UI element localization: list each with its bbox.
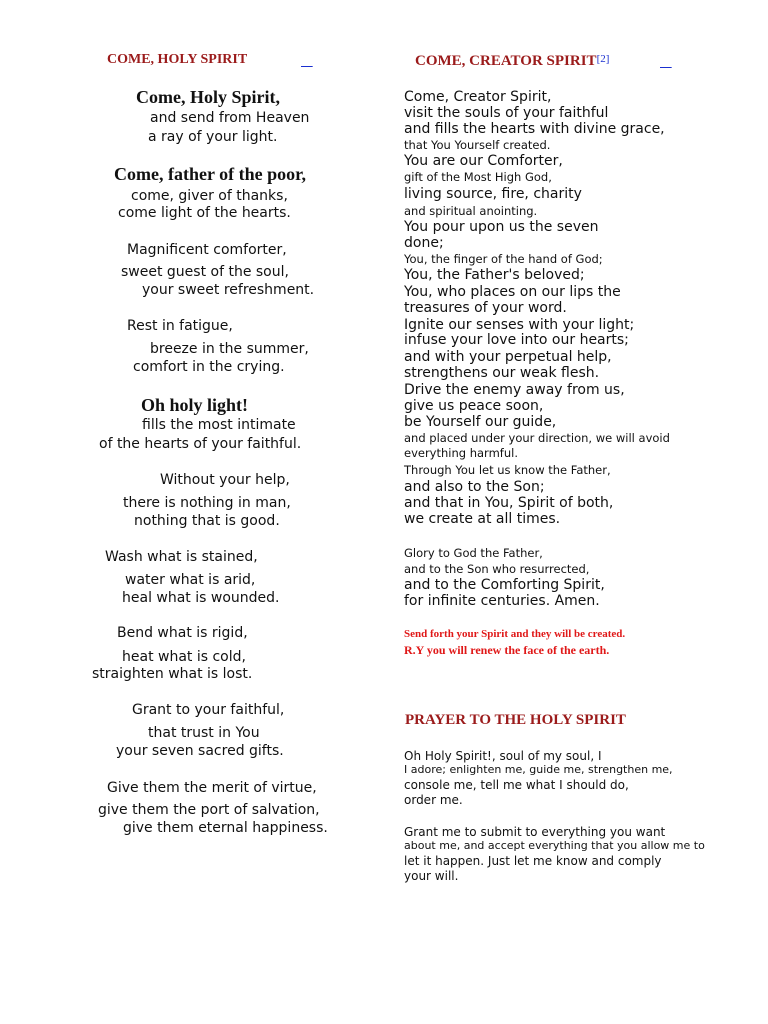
left-line-26: that trust in You	[148, 725, 260, 741]
left-line-14: fills the most intimate	[142, 417, 296, 433]
left-line-7: Magnificent comforter,	[127, 242, 287, 258]
right-line-6: gift of the Most High God,	[404, 170, 552, 184]
right-line-12: You, the Father's beloved;	[404, 267, 585, 283]
right-line-14: treasures of your word.	[404, 300, 567, 316]
right-line-1: Come, Creator Spirit,	[404, 89, 552, 105]
left-line-12: comfort in the crying.	[133, 359, 285, 375]
prayer-line-8: your will.	[404, 869, 459, 883]
left-line-23: heat what is cold,	[122, 649, 246, 665]
left-line-6: come light of the hearts.	[118, 205, 291, 221]
footnote-ref-link[interactable]: [2]	[596, 53, 610, 65]
prayer-line-5: Grant me to submit to everything you want	[404, 825, 666, 839]
left-line-10: Rest in fatigue,	[127, 318, 233, 334]
right-line-31: for infinite centuries. Amen.	[404, 593, 600, 609]
right-line-4: that You Yourself created.	[404, 138, 551, 152]
right-line-25: and also to the Son;	[404, 479, 545, 495]
right-line-10: done;	[404, 235, 444, 251]
prayer-line-1: Oh Holy Spirit!, soul of my soul, I	[404, 749, 602, 763]
right-line-20: give us peace soon,	[404, 398, 544, 414]
right-line-18: strengthens our weak flesh.	[404, 365, 600, 381]
left-line-8: sweet guest of the soul,	[121, 264, 289, 280]
left-line-21: heal what is wounded.	[122, 590, 280, 606]
left-line-19: Wash what is stained,	[105, 549, 258, 565]
right-line-29: and to the Son who resurrected,	[404, 562, 590, 576]
prayer-title: PRAYER TO THE HOLY SPIRIT	[405, 712, 626, 728]
left-line-3: a ray of your light.	[148, 129, 278, 145]
left-line-25: Grant to your faithful,	[132, 702, 285, 718]
right-title-text: COME, CREATOR SPIRIT	[415, 53, 597, 69]
right-line-15: Ignite our senses with your light;	[404, 317, 635, 333]
left-line-22: Bend what is rigid,	[117, 625, 248, 641]
right-line-13: You, who places on our lips the	[404, 284, 621, 300]
right-line-8: and spiritual anointing.	[404, 204, 538, 218]
right-line-27: we create at all times.	[404, 511, 561, 527]
left-title: COME, HOLY SPIRIT	[107, 52, 248, 67]
right-line-11: You, the finger of the hand of God;	[404, 252, 603, 266]
left-line-17: there is nothing in man,	[123, 495, 291, 511]
left-line-20: water what is arid,	[125, 572, 256, 588]
left-line-24: straighten what is lost.	[92, 666, 253, 682]
right-line-16: infuse your love into our hearts;	[404, 332, 629, 348]
right-line-3: and fills the hearts with divine grace,	[404, 121, 665, 137]
right-title	[415, 53, 609, 70]
right-line-23: everything harmful.	[404, 446, 518, 460]
response-line-1: Send forth your Spirit and they will be created.	[404, 628, 626, 640]
left-line-27: your seven sacred gifts.	[116, 743, 284, 759]
left-line-28: Give them the merit of virtue,	[107, 780, 317, 796]
left-line-15: of the hearts of your faithful.	[99, 436, 302, 452]
left-footnote-link[interactable]	[301, 52, 313, 68]
right-line-24: Through You let us know the Father,	[404, 463, 611, 477]
right-line-22: and placed under your direction, we will avoid	[404, 431, 670, 445]
right-line-7: living source, fire, charity	[404, 186, 582, 202]
left-line-13: Oh holy light!	[141, 395, 249, 415]
prayer-line-6: about me, and accept everything that you allow me to	[404, 839, 705, 852]
right-line-28: Glory to God the Father,	[404, 546, 543, 560]
right-line-30: and to the Comforting Spirit,	[404, 577, 605, 593]
left-line-9: your sweet refreshment.	[142, 282, 315, 298]
left-line-11: breeze in the summer,	[150, 341, 309, 357]
prayer-line-2: I adore; enlighten me, guide me, strengthen me,	[404, 763, 673, 776]
left-line-16: Without your help,	[160, 472, 290, 488]
right-line-2: visit the souls of your faithful	[404, 105, 609, 121]
right-line-26: and that in You, Spirit of both,	[404, 495, 614, 511]
left-line-4: Come, father of the poor,	[114, 164, 306, 184]
left-line-1: Come, Holy Spirit,	[136, 87, 280, 107]
prayer-line-4: order me.	[404, 793, 463, 807]
left-line-5: come, giver of thanks,	[131, 188, 288, 204]
prayer-line-3: console me, tell me what I should do,	[404, 778, 629, 792]
right-line-19: Drive the enemy away from us,	[404, 382, 625, 398]
left-line-2: and send from Heaven	[150, 110, 310, 126]
response-line-2: R.Y you will renew the face of the earth.	[404, 643, 610, 657]
right-footnote-link[interactable]	[660, 53, 672, 69]
prayer-line-7: let it happen. Just let me know and comply	[404, 854, 662, 868]
left-line-30: give them eternal happiness.	[123, 820, 328, 836]
right-line-9: You pour upon us the seven	[404, 219, 599, 235]
left-line-29: give them the port of salvation,	[98, 802, 320, 818]
left-line-18: nothing that is good.	[134, 513, 280, 529]
right-line-21: be Yourself our guide,	[404, 414, 557, 430]
right-line-17: and with your perpetual help,	[404, 349, 612, 365]
right-line-5: You are our Comforter,	[404, 153, 563, 169]
